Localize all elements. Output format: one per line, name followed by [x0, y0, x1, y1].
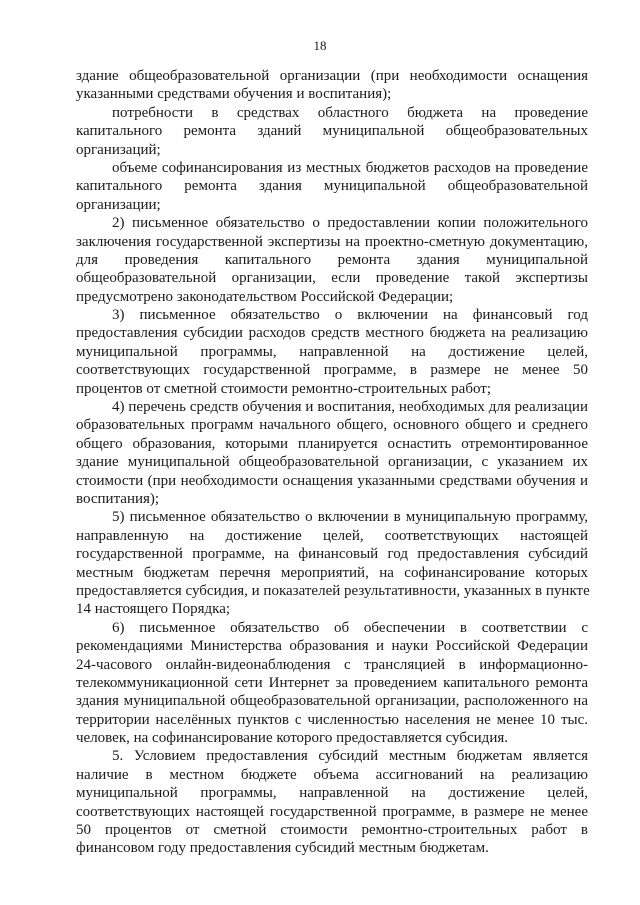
text-line: капитального ремонта здания муниципальной общеобразовательной	[76, 178, 588, 195]
text-line: 5) письменное обязательство о включении в муниципальную программу,	[112, 509, 588, 526]
page-number: 18	[313, 38, 327, 53]
text-line: финансовом году предоставления субсидий местным бюджетам.	[76, 840, 489, 857]
text-line: 14 настоящего Порядка;	[76, 601, 231, 618]
text-line: заключения государственной экспертизы на проектно-сметную документацию,	[76, 233, 588, 250]
text-line: общеобразовательной организации, если проведение такой экспертизы	[76, 270, 588, 287]
text-line: предоставляется субсидия, и показателей результативности, указанных в пункте	[76, 582, 590, 599]
text-line: соответствующих настоящей государственной программе, в размере не менее	[76, 803, 588, 820]
text-line: человек, на софинансирование которого предоставляется субсидия.	[76, 730, 508, 747]
text-line: 2) письменное обязательство о предоставлении копии положительного	[112, 215, 588, 232]
text-line: рекомендациями Министерства образования и науки Российской Федерации	[76, 638, 588, 655]
text-line: наличие в местном бюджете объема ассигнований на реализацию	[76, 766, 588, 783]
text-line: процентов от сметной стоимости ремонтно-строительных работ;	[76, 380, 491, 397]
text-line: телекоммуникационной сети Интернет за проведением капитального ремонта	[76, 674, 588, 691]
document-body	[76, 67, 588, 858]
text-line: 3) письменное обязательство о включении на финансовый год	[112, 307, 588, 324]
text-line: общего образования, которыми планируется оснастить отремонтированное	[76, 435, 588, 452]
text-line: муниципальной программы, направленной на достижение целей,	[76, 785, 588, 802]
text-line: стоимости (при необходимости оснащения указанными средствами обучения и	[76, 472, 588, 489]
text-line: соответствующих государственной программе, в размере не менее 50	[76, 362, 588, 379]
text-line: организации;	[76, 196, 161, 213]
text-line: потребности в средствах областного бюджета на проведение	[112, 104, 588, 121]
text-line: 6) письменное обязательство об обеспечении в соответствии с	[112, 619, 588, 636]
text-line: указанными средствами обучения и воспитания);	[76, 86, 392, 103]
text-line: здания муниципальной общеобразовательной организации, расположенного на	[76, 693, 588, 710]
text-line: 5. Условием предоставления субсидий местным бюджетам является	[112, 748, 588, 765]
text-line: здание общеобразовательной организации (при необходимости оснащения	[76, 68, 588, 84]
text-line: образовательных программ начального общего, основного общего и среднего	[76, 417, 588, 434]
text-line: территории населённых пунктов с численностью населения не менее 10 тыс.	[76, 711, 588, 728]
text-line: государственной программе, на финансовый год предоставления субсидий	[76, 546, 588, 563]
text-line: направленную на достижение целей, соответствующих настоящей	[76, 527, 588, 544]
text-line: для проведения капитального ремонта здания муниципальной	[76, 251, 588, 268]
text-line: местным бюджетам перечня мероприятий, на софинансирование которых	[76, 564, 588, 581]
text-line: воспитания);	[76, 490, 160, 507]
text-line: муниципальной программы, направленной на достижение целей,	[76, 343, 588, 360]
text-line: капитального ремонта зданий муниципальной общеобразовательных	[76, 123, 588, 140]
text-line: 24-часового онлайн-видеонаблюдения с трансляцией в информационно-	[76, 656, 588, 673]
text-line: предоставления субсидии расходов средств местного бюджета на реализацию	[76, 325, 588, 342]
text-line: организаций;	[76, 141, 161, 158]
text-line: 4) перечень средств обучения и воспитания, необходимых для реализации	[112, 399, 588, 416]
text-line: 50 процентов от сметной стоимости ремонтно-строительных работ в	[76, 822, 588, 839]
text-line: объеме софинансирования из местных бюджетов расходов на проведение	[112, 159, 588, 176]
text-line: здание муниципальной общеобразовательной организации, с указанием их	[76, 454, 588, 471]
text-line: предусмотрено законодательством Российской Федерации;	[76, 288, 454, 305]
